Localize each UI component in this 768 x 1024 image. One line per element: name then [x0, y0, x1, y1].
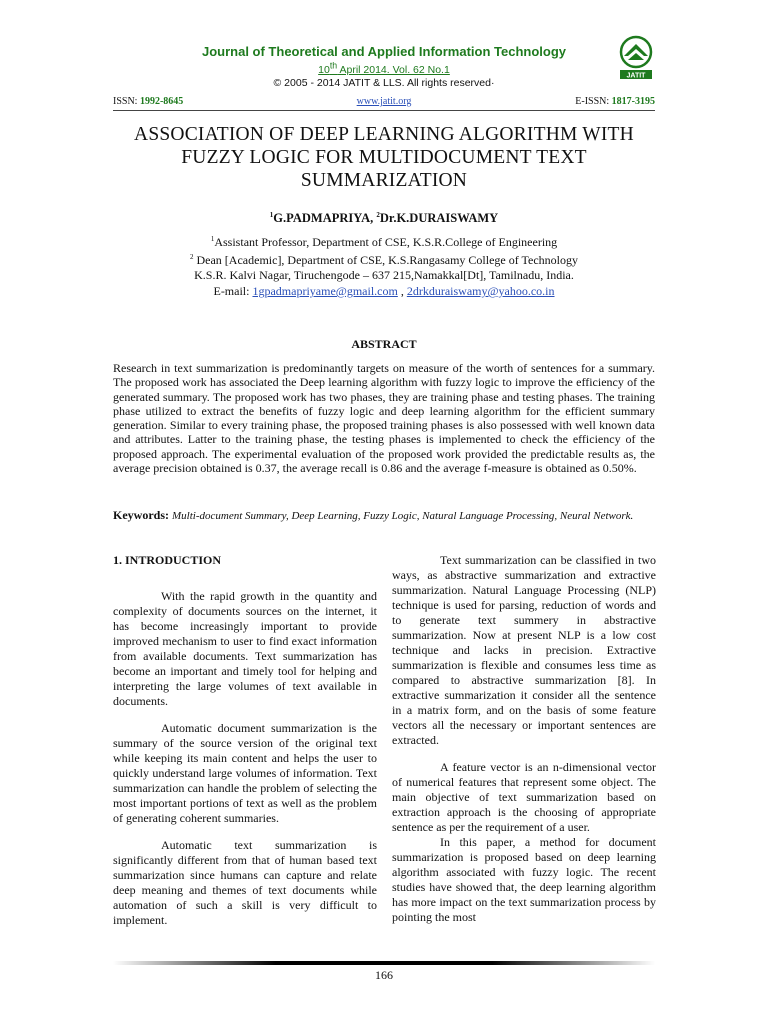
email-link-1[interactable]: 1gpadmapriyame@gmail.com: [252, 284, 398, 298]
issn-row: [113, 96, 655, 111]
page-number: 166: [375, 968, 393, 982]
paragraph: Automatic document summarization is the summary of the source version of the original text while keeping its main content and helps the user to quickly understand large volumes of information. Text summarization can handle the problem of selecting the most important portions of text as well as the problem of generating coherent summaries.: [113, 721, 377, 825]
journal-title: Journal of Theoretical and Applied Information Technology: [201, 44, 567, 59]
abstract-text: Research in text summarization is predominantly targets on measure of the worth of sentences for a summary. The proposed work has associated the Deep learning algorithm with fuzzy logic to improve the efficiency of the generated summary. The proposed work has two phases, they are training phase and testing phases. The training phase utilized to extract the benefits of fuzzy logic and deep learning algorithm for the efficient summary generation. Similar to every training phase, the proposed training phases is also possessed with well known data and attributes. Latter to the training phase, the testing phases is implemented to check the efficiency of the proposed approach. The experimental evaluation of the proposed work provided the predictable results as, the average precision obtained is 0.37, the average recall is 0.86 and the average f-measure is obtained as 0.50%.: [113, 361, 655, 476]
issn: ISSN: 1992-8645: [113, 96, 184, 107]
abstract-heading: ABSTRACT: [351, 337, 417, 351]
paragraph: Text summarization can be classified in two ways, as abstractive summarization and extractive summarization. Natural Language Processing (NLP) technique is used for parsing, reduction of words and to generate text summery in abstractive summarization. Now at present NLP is a low cost technique and lacks in precision. Extractive summarization is flexible and consumes less time as compared to abstractive summarization [8]. In extractive summarization it consider all the sentence in a matrix form, and on the basis of some feature vectors all the necessary or important sentences are extracted.: [392, 553, 656, 747]
svg-text:JATIT: JATIT: [626, 72, 646, 80]
paragraph: Automatic text summarization is significantly different from that of human based text summarization since humans can capture and relate deep meaning and themes of text documents while automation of such a skill is very difficult to implement.: [113, 838, 377, 927]
eissn: E-ISSN: 1817-3195: [575, 96, 655, 107]
right-column: [392, 553, 656, 925]
paragraph: A feature vector is an n-dimensional vector of numerical features that represent some object. The main objective of text summarization based on extraction approach is the choosing of appropriate sentence as per the requirement of a user.: [392, 760, 656, 834]
footer-rule: [113, 961, 655, 965]
copyright: © 2005 - 2014 JATIT & LLS. All rights reserved·: [273, 76, 495, 89]
left-column: [113, 553, 377, 928]
jatit-logo: [616, 34, 656, 84]
section-heading: 1. INTRODUCTION: [113, 553, 222, 567]
authors: $^1$G.PADMAPRIYA, $^2$Dr.K.DURAISWAMY: [269, 211, 499, 226]
paper-title: ASSOCIATION OF DEEP LEARNING ALGORITHM WITH FUZZY LOGIC FOR MULTIDOCUMENT TEXT SUMMARIZATION: [134, 124, 634, 191]
issue-date: 10th April 2014. Vol. 62 No.1: [318, 60, 450, 76]
website-link[interactable]: www.jatit.org: [356, 96, 412, 107]
paragraph: With the rapid growth in the quantity and complexity of documents sources on the internet, it has become increasingly important to provide improved mechanism to user to find exact information from available documents. Text summarization has become an important and timely tool for helping and interpreting the large volumes of text available in documents.: [113, 589, 377, 708]
affiliations: $^1$Assistant Professor, Department of CSE, K.S.R.College of Engineering $^2$ Dean [Academic], Department of CSE, K.S.Rangasamy College of Technology K.S.R. Kalvi Nagar, Tiruchengode – 637 215,Namakkal[Dt], Tamilnadu, India.: [189, 235, 578, 282]
paragraph: In this paper, a method for document summarization is proposed based on deep learning algorithm associated with fuzzy logic. The recent studies have showed that, the deep learning algorithm has more impact on the text summarization process by pointing the most: [392, 835, 656, 924]
keywords: Keywords: Multi-document Summary, Deep Learning, Fuzzy Logic, Natural Language Processing, Neural Network.: [113, 508, 634, 522]
email-link-2[interactable]: 2drkduraiswamy@yahoo.co.in: [406, 284, 555, 298]
email-line: E-mail: 1gpadmapriyame@gmail.com , 2drkduraiswamy@yahoo.co.in: [213, 284, 555, 298]
